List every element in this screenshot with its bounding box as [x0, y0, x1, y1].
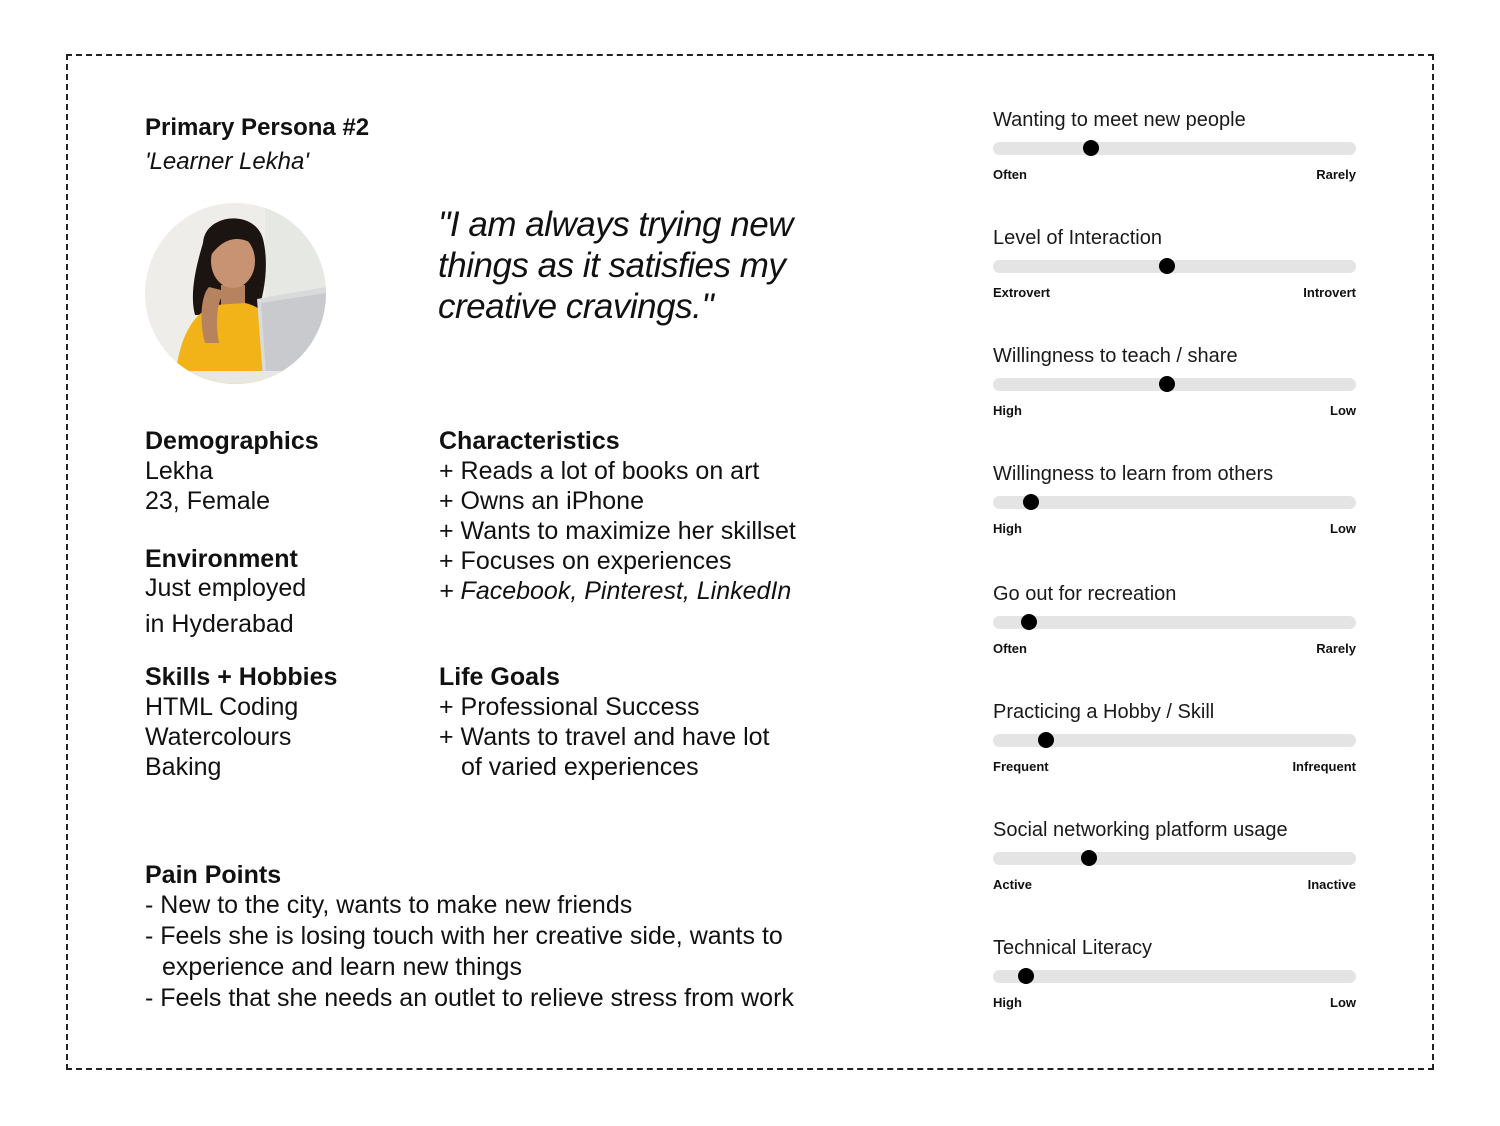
- slider-willingness-learn: [993, 463, 1356, 543]
- skills-line: HTML Coding: [145, 693, 299, 721]
- persona-nickname: 'Learner Lekha': [145, 148, 309, 175]
- characteristics-line: + Owns an iPhone: [439, 487, 644, 515]
- persona-title: Primary Persona #2: [145, 114, 370, 141]
- life-goals-line: + Wants to travel and have lot: [439, 723, 770, 751]
- slider-left-label: High: [993, 403, 1022, 418]
- slider-knob[interactable]: [1021, 614, 1037, 630]
- slider-right-label: Rarely: [1316, 167, 1356, 182]
- pain-point-line: - New to the city, wants to make new friends: [145, 891, 633, 919]
- slider-label: Level of Interaction: [993, 227, 1162, 249]
- slider-knob[interactable]: [1159, 376, 1175, 392]
- characteristics-line: + Focuses on experiences: [439, 547, 732, 575]
- avatar: [145, 203, 326, 384]
- slider-label: Willingness to teach / share: [993, 345, 1238, 367]
- slider-label: Wanting to meet new people: [993, 109, 1246, 131]
- demographics-line: Lekha: [145, 457, 214, 485]
- skills-section: [145, 662, 337, 782]
- slider-willingness-teach: [993, 345, 1356, 425]
- characteristics-heading: Characteristics: [439, 427, 620, 455]
- slider-knob[interactable]: [1081, 850, 1097, 866]
- pain-point-line: - Feels she is losing touch with her creative side, wants to: [145, 922, 783, 950]
- demographics-heading: Demographics: [145, 427, 319, 455]
- slider-track: [993, 260, 1356, 273]
- slider-knob[interactable]: [1023, 494, 1039, 510]
- persona-photo: [145, 203, 326, 384]
- environment-line: in Hyderabad: [145, 610, 294, 638]
- slider-track: [993, 970, 1356, 983]
- slider-meet-new-people: [993, 109, 1356, 189]
- slider-right-label: Inactive: [1307, 877, 1356, 892]
- slider-track: [993, 734, 1356, 747]
- slider-knob[interactable]: [1038, 732, 1054, 748]
- slider-track: [993, 496, 1356, 509]
- slider-left-label: Often: [993, 167, 1027, 182]
- slider-right-label: Infrequent: [1292, 759, 1356, 774]
- demographics-section: [145, 426, 319, 516]
- slider-social-networking: [993, 819, 1356, 899]
- skills-line: Watercolours: [145, 723, 292, 751]
- pain-points-section: [145, 860, 794, 1014]
- slider-knob[interactable]: [1083, 140, 1099, 156]
- slider-technical-literacy: [993, 937, 1356, 1017]
- slider-go-out-recreation: [993, 583, 1356, 663]
- slider-label: Social networking platform usage: [993, 819, 1288, 841]
- skills-heading: Skills + Hobbies: [145, 663, 338, 691]
- persona-quote: "I am always trying new things as it satisfies my creative cravings.": [438, 205, 793, 326]
- characteristics-line: + Wants to maximize her skillset: [439, 517, 796, 545]
- slider-track: [993, 378, 1356, 391]
- slider-left-label: Extrovert: [993, 285, 1051, 300]
- slider-left-label: Frequent: [993, 759, 1049, 774]
- slider-left-label: High: [993, 995, 1022, 1010]
- life-goals-heading: Life Goals: [439, 663, 560, 691]
- pain-point-line: experience and learn new things: [162, 953, 522, 981]
- skills-line: Baking: [145, 753, 222, 781]
- characteristics-section: [439, 426, 796, 606]
- slider-label: Practicing a Hobby / Skill: [993, 701, 1215, 723]
- slider-label: Go out for recreation: [993, 583, 1177, 605]
- characteristics-line: + Reads a lot of books on art: [439, 457, 760, 485]
- slider-right-label: Low: [1330, 403, 1356, 418]
- slider-track: [993, 616, 1356, 629]
- slider-practicing-hobby: [993, 701, 1356, 781]
- slider-left-label: Active: [993, 877, 1033, 892]
- slider-left-label: High: [993, 521, 1022, 536]
- slider-right-label: Introvert: [1303, 285, 1356, 300]
- slider-label: Willingness to learn from others: [993, 463, 1274, 485]
- slider-knob[interactable]: [1018, 968, 1034, 984]
- slider-knob[interactable]: [1159, 258, 1175, 274]
- slider-right-label: Rarely: [1316, 641, 1356, 656]
- slider-level-of-interaction: [993, 227, 1356, 307]
- slider-right-label: Low: [1330, 995, 1356, 1010]
- life-goals-section: [439, 662, 770, 782]
- slider-track: [993, 852, 1356, 865]
- environment-heading: Environment: [145, 545, 298, 573]
- slider-track: [993, 142, 1356, 155]
- slider-left-label: Often: [993, 641, 1027, 656]
- life-goals-line: + Professional Success: [439, 693, 700, 721]
- pain-points-heading: Pain Points: [145, 861, 282, 889]
- life-goals-line: of varied experiences: [461, 753, 699, 781]
- environment-line: Just employed: [145, 574, 307, 602]
- slider-label: Technical Literacy: [993, 937, 1152, 959]
- demographics-line: 23, Female: [145, 487, 271, 515]
- slider-right-label: Low: [1330, 521, 1356, 536]
- pain-point-line: - Feels that she needs an outlet to relieve stress from work: [145, 984, 794, 1012]
- characteristics-line: + Facebook, Pinterest, LinkedIn: [439, 577, 792, 605]
- environment-section: [145, 544, 306, 646]
